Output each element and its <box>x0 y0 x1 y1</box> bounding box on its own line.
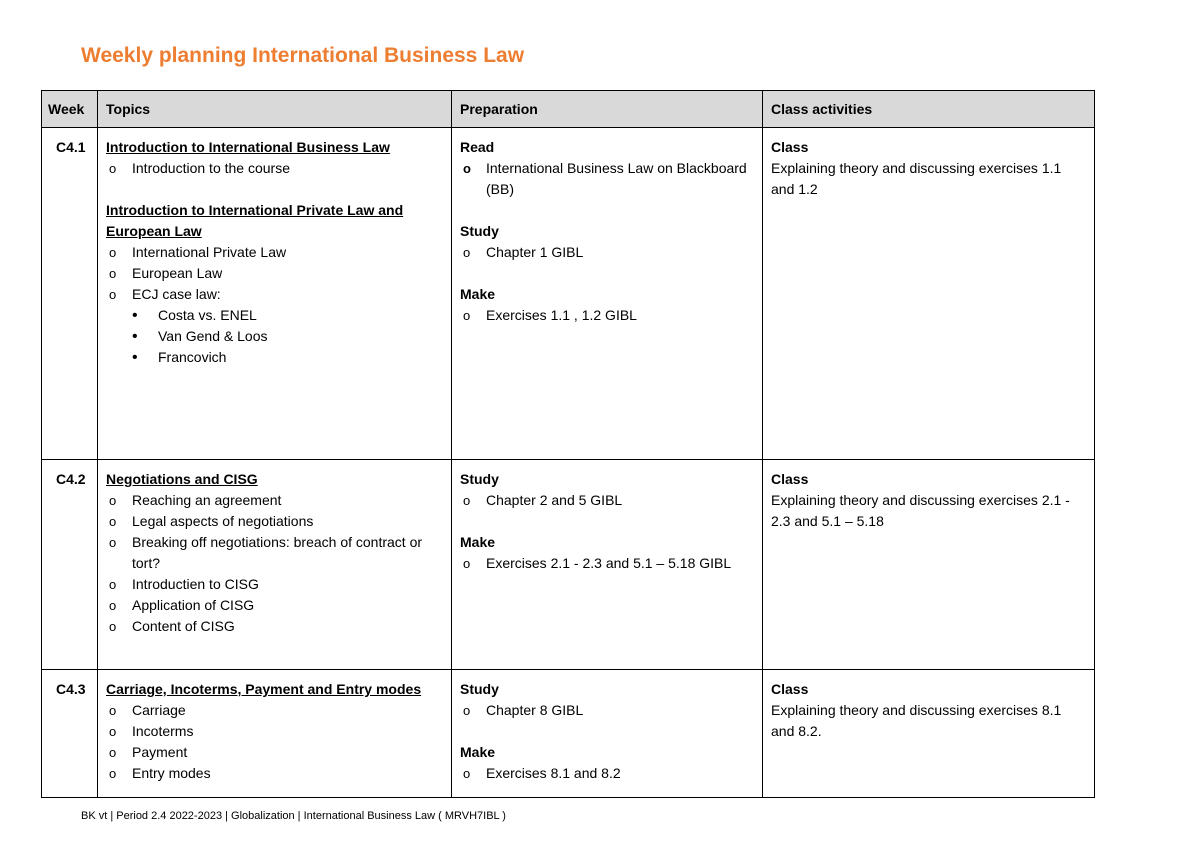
table-row <box>42 128 1095 460</box>
preparation-cell <box>452 670 763 798</box>
week-cell <box>42 460 98 670</box>
study-list <box>460 490 754 511</box>
week-cell <box>42 670 98 798</box>
read-label: Read <box>460 139 495 155</box>
page-title: Weekly planning International Business Law <box>81 44 525 67</box>
table-header-row <box>42 91 1095 128</box>
list-item: o Payment <box>106 742 443 763</box>
column-header-preparation: Preparation <box>452 91 763 128</box>
list-item: o Exercises 1.1 , 1.2 GIBL <box>460 305 754 326</box>
list-item: o Breaking off negotiations: breach of contract or tort? <box>106 532 443 574</box>
study-label: Study <box>460 681 499 697</box>
list-item: • Van Gend & Loos <box>106 326 443 347</box>
list-item: o Introductien to CISG <box>106 574 443 595</box>
topic-list <box>106 700 443 784</box>
column-header-class-activities: Class activities <box>763 91 1095 128</box>
topic-heading: Introduction to International Business Law <box>106 139 390 155</box>
list-item: o International Private Law <box>106 242 443 263</box>
table-row <box>42 670 1095 798</box>
study-list <box>460 242 754 263</box>
page-footer: BK vt | Period 2.4 2022-2023 | Globalization | International Business Law ( MRVH7IBL ) <box>81 810 506 822</box>
list-item: • Francovich <box>106 347 443 368</box>
class-activities-cell <box>763 128 1095 460</box>
list-item: o Content of CISG <box>106 616 443 637</box>
table-row <box>42 460 1095 670</box>
class-activities-cell <box>763 460 1095 670</box>
class-label: Class <box>771 681 809 697</box>
list-item: o Exercises 2.1 - 2.3 and 5.1 – 5.18 GIBL <box>460 553 754 574</box>
topics-cell <box>98 128 452 460</box>
class-activities-cell <box>763 670 1095 798</box>
week-label: C4.1 <box>56 139 86 155</box>
list-item: o Chapter 8 GIBL <box>460 700 754 721</box>
list-item: o Incoterms <box>106 721 443 742</box>
list-item: o ECJ case law: <box>106 284 443 305</box>
week-label: C4.2 <box>56 471 86 487</box>
topic-list <box>106 242 443 305</box>
list-item: o Exercises 8.1 and 8.2 <box>460 763 754 784</box>
class-label: Class <box>771 471 809 487</box>
topic-heading: Introduction to International Private Law and European Law <box>106 202 404 239</box>
list-item: o Introduction to the course <box>106 158 443 179</box>
class-activity-text: Explaining theory and discussing exercises 1.1 and 1.2 <box>771 160 1062 197</box>
list-item: o Carriage <box>106 700 443 721</box>
list-item: o Legal aspects of negotiations <box>106 511 443 532</box>
study-label: Study <box>460 471 499 487</box>
make-list <box>460 763 754 784</box>
class-activity-text: Explaining theory and discussing exercises 8.1 and 8.2. <box>771 702 1062 739</box>
list-item: o International Business Law on Blackboard (BB) <box>460 158 754 200</box>
class-label: Class <box>771 139 809 155</box>
class-activity-text: Explaining theory and discussing exercises 2.1 - 2.3 and 5.1 – 5.18 <box>771 492 1070 529</box>
topics-cell <box>98 670 452 798</box>
make-label: Make <box>460 286 496 302</box>
list-item: o Entry modes <box>106 763 443 784</box>
week-cell <box>42 128 98 460</box>
study-label: Study <box>460 223 499 239</box>
make-list <box>460 553 754 574</box>
make-label: Make <box>460 534 496 550</box>
column-header-topics: Topics <box>98 91 452 128</box>
topics-cell <box>98 460 452 670</box>
case-law-list <box>106 305 443 368</box>
study-list <box>460 700 754 721</box>
topic-list <box>106 158 443 179</box>
topic-list <box>106 490 443 637</box>
read-list <box>460 158 754 200</box>
planning-table <box>41 90 1095 798</box>
list-item: o Application of CISG <box>106 595 443 616</box>
list-item: o Reaching an agreement <box>106 490 443 511</box>
week-label: C4.3 <box>56 681 86 697</box>
list-item: o Chapter 1 GIBL <box>460 242 754 263</box>
preparation-cell <box>452 460 763 670</box>
make-label: Make <box>460 744 496 760</box>
topic-heading: Negotiations and CISG <box>106 471 258 487</box>
make-list <box>460 305 754 326</box>
list-item: • Costa vs. ENEL <box>106 305 443 326</box>
topic-heading: Carriage, Incoterms, Payment and Entry modes <box>106 681 422 697</box>
list-item: o European Law <box>106 263 443 284</box>
column-header-week: Week <box>42 91 98 128</box>
list-item: o Chapter 2 and 5 GIBL <box>460 490 754 511</box>
preparation-cell <box>452 128 763 460</box>
